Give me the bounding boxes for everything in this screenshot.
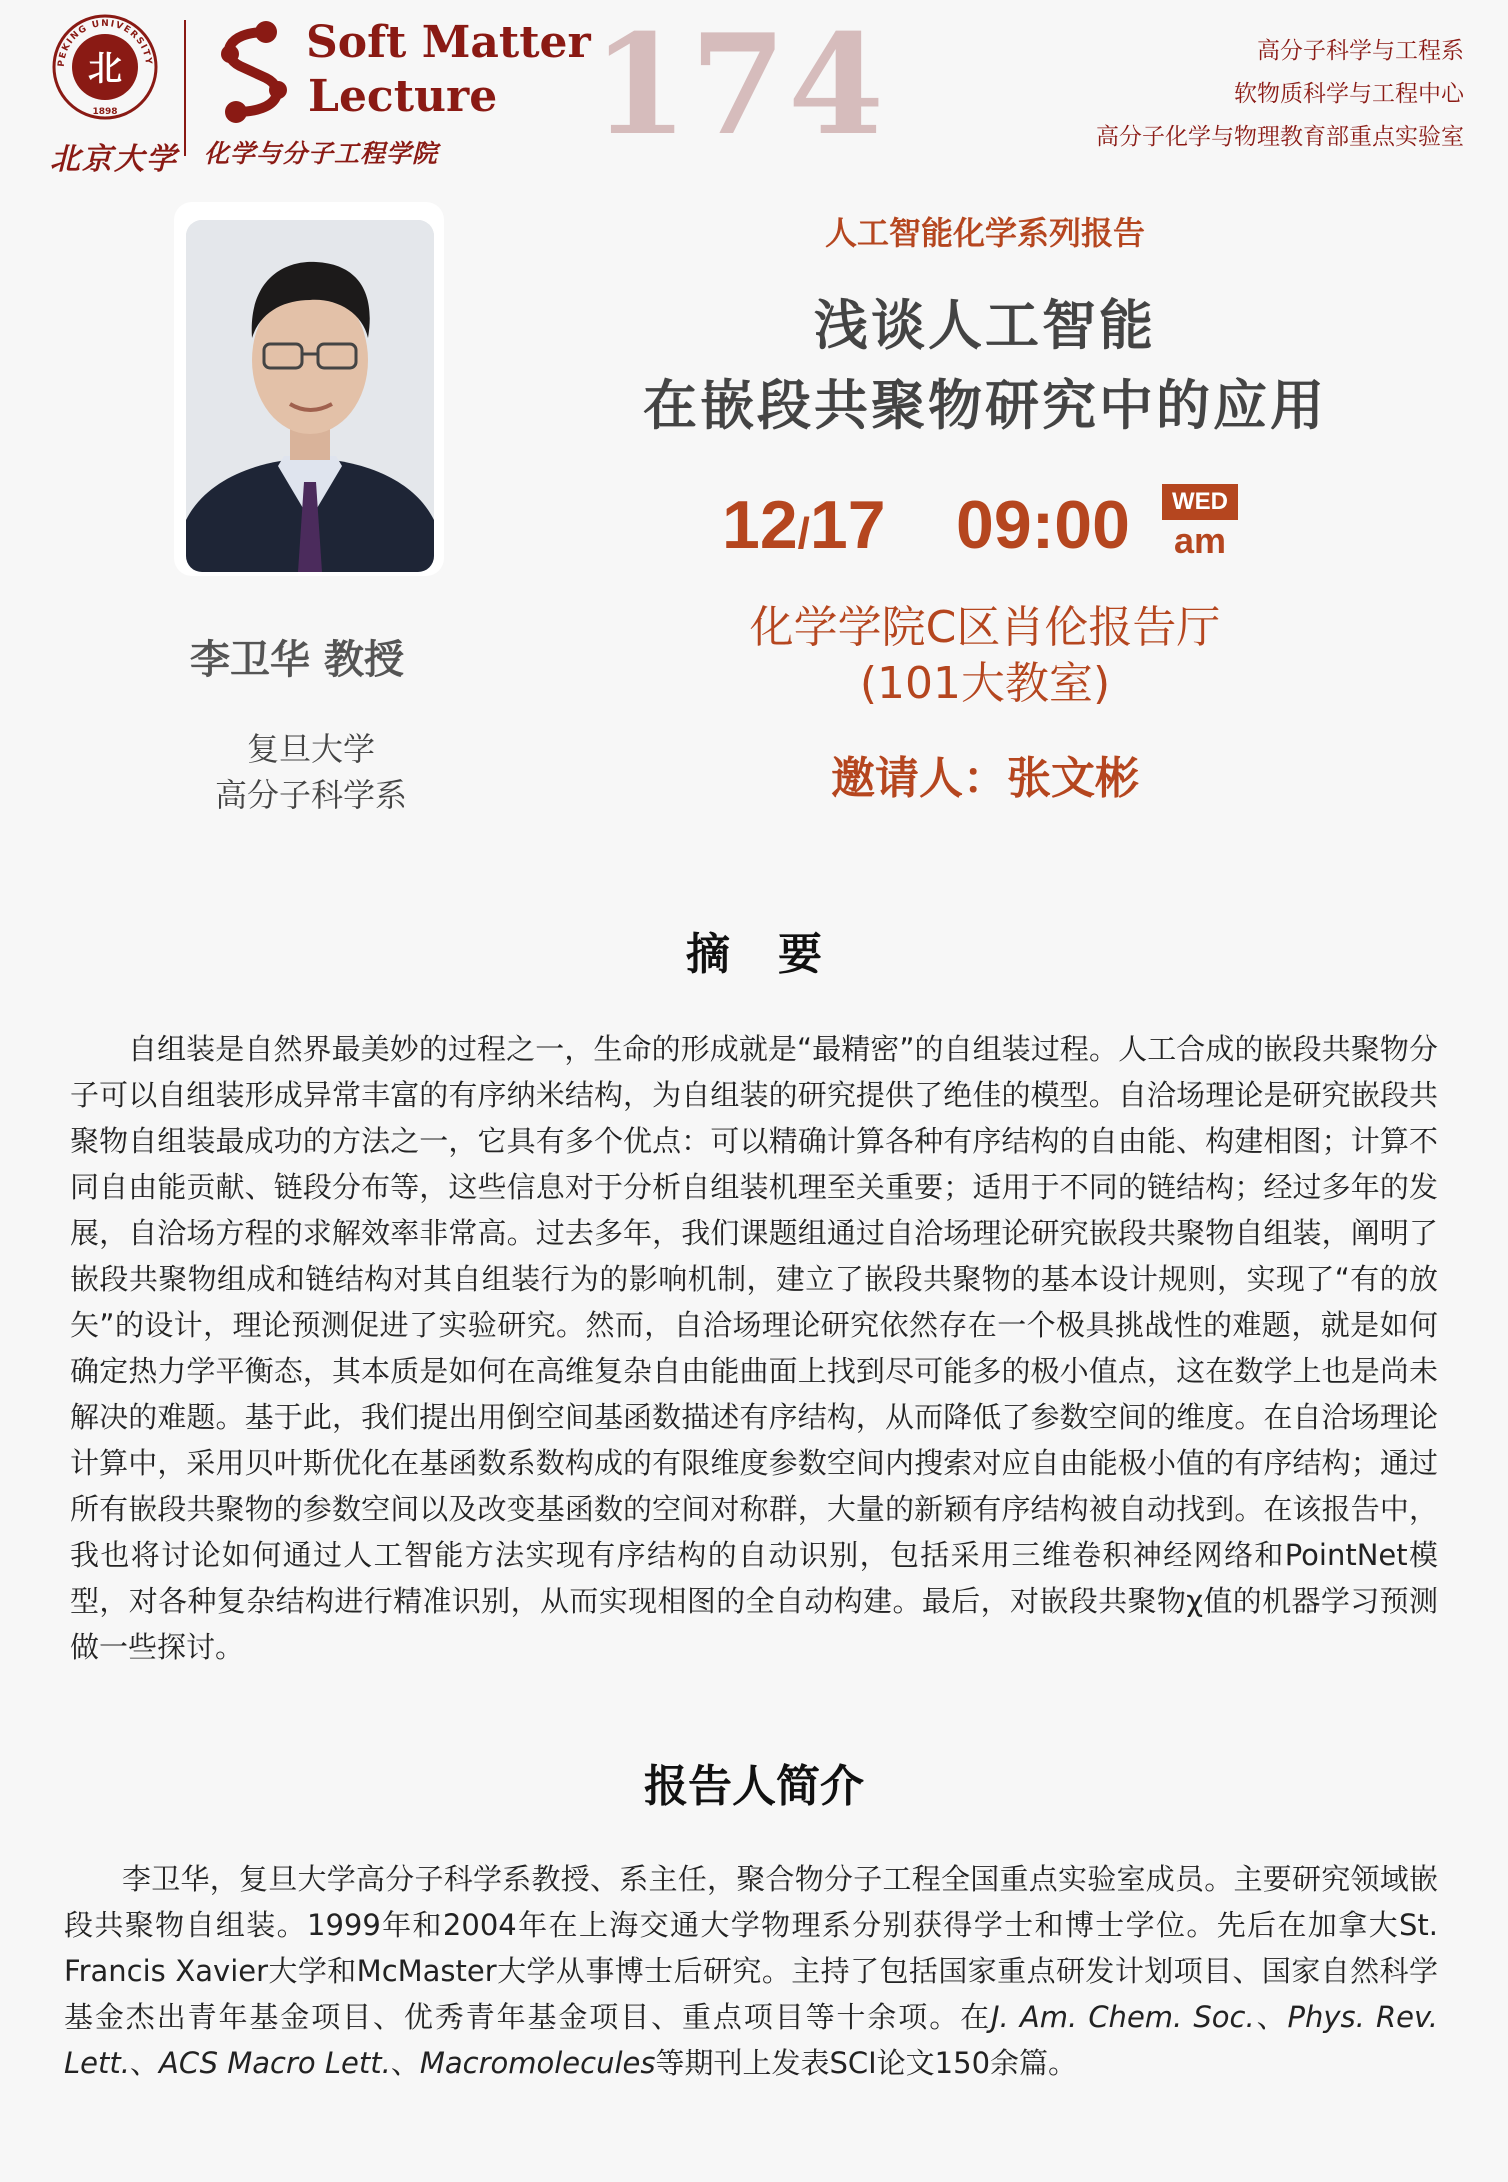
speaker-department: 高分子科学系	[214, 776, 407, 814]
ampm-label: am	[1173, 520, 1227, 561]
report-series: 人工智能化学系列报告	[824, 214, 1145, 252]
lecture-title	[590, 286, 1380, 446]
lecture-title-line2: 在嵌段共聚物研究中的应用	[643, 374, 1327, 437]
journal-acs-macro-lett: ACS Macro Lett.	[158, 2046, 391, 2080]
lecture-title-line1: 浅谈人工智能	[814, 294, 1156, 357]
journal-sep-1: 、	[1254, 2000, 1288, 2034]
speaker-name: 李卫华 教授	[190, 637, 404, 683]
speaker-portrait	[186, 220, 434, 572]
abstract-text: 自组装是自然界最美妙的过程之一，生命的形成就是“最精密”的自组装过程。人工合成的嵌段共聚物分子可以自组装形成异常丰富的有序纳米结构，为自组装的研究提供了绝佳的模型。自洽场理论是研究嵌段共聚物自组装最成功的方法之一，它具有多个优点：可以精确计算各种有序结构的自由能、构建相图；计算不同自由能贡献、链段分布等，这些信息对于分析自组装机理至关重要；适用于不同的链结构；经过多年的发展，自洽场方程的求解效率非常高。过去多年，我们课题组通过自洽场理论研究嵌段共聚物自组装，阐明了嵌段共聚物组成和链结构对其自组装行为的影响机制，建立了嵌段共聚物的基本设计规则，实现了“有的放矢”的设计，理论预测促进了实验研究。然而，自洽场理论研究依然存在一个极具挑战性的难题，就是如何确定热力学平衡态，其本质是如何在高维复杂自由能曲面上找到尽可能多的极小值点，这在数学上也是尚未解决的难题。基于此，我们提出用倒空间基函数描述有序结构，从而降低了参数空间的维度。在自洽场理论计算中，采用贝叶斯优化在基函数系数构成的有限维度参数空间内搜索对应自由能极小值的有序结构；通过所有嵌段共聚物的参数空间以及改变基函数的空间对称群，大量的新颖有序结构被自动找到。在该报告中，我也将讨论如何通过人工智能方法实现有序结构的自动识别，包括采用三维卷积神经网络和PointNet模型，对各种复杂结构进行精准识别，从而实现相图的全自动构建。最后，对嵌段共聚物χ值的机器学习预测做一些探讨。	[70, 1032, 1438, 1664]
event-time: 09:00	[956, 487, 1130, 563]
speaker-institution: 复旦大学	[246, 730, 375, 768]
lecture-number: 174	[592, 3, 887, 166]
event-venue	[590, 600, 1380, 712]
affiliation-1: 高分子科学与工程系	[1257, 38, 1464, 64]
journal-macromolecules: Macromolecules	[419, 2046, 656, 2080]
college-name: 化学与分子工程学院	[204, 139, 439, 168]
journal-prl: Phys. Rev. Lett.	[64, 2000, 1438, 2080]
bio-text	[64, 1856, 1438, 2086]
speaker-affiliation	[0, 726, 622, 818]
weekday-badge: WED	[1162, 484, 1238, 520]
bio-heading: 报告人简介	[644, 1761, 864, 1812]
pku-seal-icon	[52, 14, 158, 120]
lecture-series-title	[306, 16, 591, 124]
event-host: 邀请人：张文彬	[831, 753, 1139, 804]
soft-matter-molecule-icon	[206, 18, 298, 126]
header-divider	[184, 20, 186, 156]
event-date	[722, 486, 886, 564]
event-month: 12	[722, 487, 798, 563]
journal-jacs: J. Am. Chem. Soc.	[991, 2000, 1255, 2034]
date-slash: /	[797, 509, 810, 558]
journal-sep-2: 、	[129, 2046, 159, 2080]
journal-sep-3: 、	[390, 2046, 420, 2080]
event-day: 17	[809, 487, 886, 563]
bio-text-2: 等期刊上发表SCI论文150余篇。	[655, 2046, 1078, 2080]
venue-line1: 化学学院C区肖伦报告厅	[749, 602, 1221, 653]
lecture-series-line1: Soft Matter	[306, 17, 591, 68]
svg-text:北: 北	[88, 49, 122, 89]
affiliation-3: 高分子化学与物理教育部重点实验室	[1096, 124, 1464, 150]
university-name: 北京大学	[50, 142, 178, 177]
affiliations	[1096, 30, 1464, 159]
seal-year: 1898	[92, 107, 118, 117]
lecture-series-line2: Lecture	[308, 71, 498, 122]
affiliation-2: 软物质科学与工程中心	[1234, 81, 1464, 107]
bio-text-1: 李卫华，复旦大学高分子科学系教授、系主任，聚合物分子工程全国重点实验室成员。主要研究领域嵌段共聚物自组装。1999年和2004年在上海交通大学物理系分别获得学士和博士学位。先后在加拿大St. Francis Xavier大学和McMaster大学从事博士后研究。主持了包括国家重点研发计划项目、国家自然科学基金杰出青年基金项目、优秀青年基金项目、重点项目等十余项。在	[64, 1862, 1438, 2034]
venue-line2: (101大教室)	[859, 658, 1111, 709]
abstract-heading: 摘要	[686, 929, 870, 980]
seal-text: PEKING UNIVERSITY	[56, 18, 154, 68]
